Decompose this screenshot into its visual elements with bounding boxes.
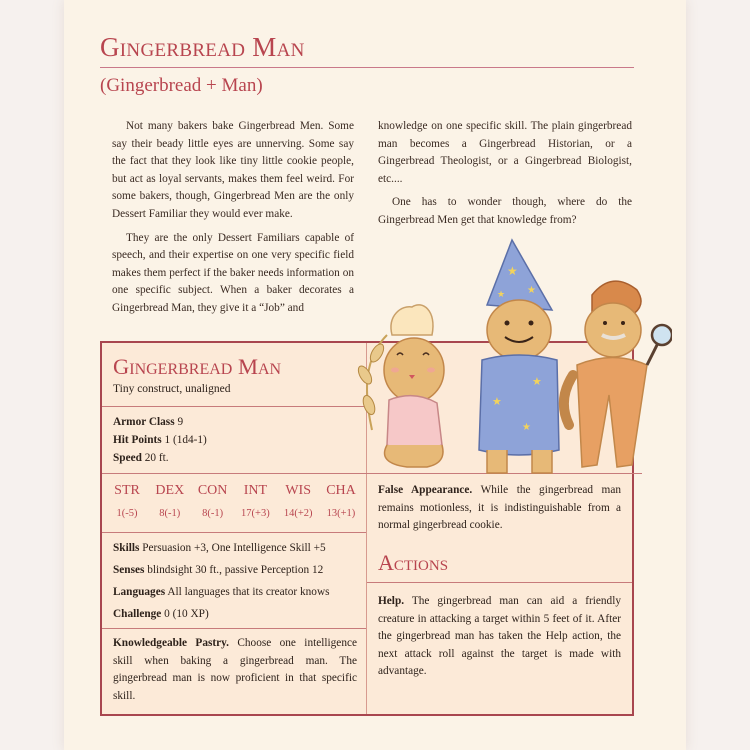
ability-wis: WIS 14(+2) [283, 483, 313, 519]
challenge-value: 0 (10 XP) [164, 608, 209, 620]
feature-text: While the gingerbread man remains motionless, it is indistinguishable from a normal gingerbread cookie. [378, 484, 622, 532]
intro-left-column [112, 118, 354, 324]
page-subtitle: (Gingerbread + Man) [100, 75, 263, 96]
armor-class-label: Armor Class [113, 416, 175, 428]
divider [102, 628, 366, 629]
divider [102, 406, 366, 407]
languages-value: All languages that its creator knows [167, 586, 330, 598]
armor-class-value: 9 [177, 416, 184, 428]
intro-paragraph: They are the only Dessert Familiars capable of speech, and their expertise on one very specific field makes them perfect if the baker needs information on one specific subject. When a baker decorates a Gingerbread Man, they give it a “Job” and [112, 231, 354, 314]
svg-text:★: ★ [497, 289, 506, 299]
actions-heading: Actions [378, 550, 449, 575]
senses-label: Senses [113, 564, 145, 576]
secondary-stats [113, 537, 330, 625]
svg-text:★: ★ [527, 285, 536, 296]
chef-cookie [384, 305, 444, 467]
action-text: The gingerbread man can aid a friendly creature in attacking a target within 5 feet of it. After the gingerbread man has taken the Help action, the next attack roll against the target is made with advantage. [378, 595, 621, 678]
hit-points-label: Hit Points [113, 434, 162, 446]
hit-points-value: 1 (1d4-1) [164, 434, 207, 446]
detective-cookie [564, 281, 672, 467]
senses-value: blindsight 30 ft., passive Perception 12 [147, 564, 324, 576]
speed-value: 20 ft. [144, 452, 169, 464]
feature-name: False Appearance. [378, 484, 473, 496]
ability-dex: DEX 8(-1) [155, 483, 185, 519]
intro-paragraph: Not many bakers bake Gingerbread Men. Some say their beady little eyes are unnerving. Some say the fact that they look like tiny little cookie people, but act as loyal servants, makes them feel weird. For some bakers, though, Gingerbread Men are the only Dessert Familiar they would ever make. [112, 120, 354, 220]
creature-type: Tiny construct, unaligned [113, 383, 231, 395]
ability-cha: CHA 13(+1) [326, 483, 356, 519]
feature-knowledgeable-pastry [113, 635, 357, 705]
speed-label: Speed [113, 452, 142, 464]
divider [102, 532, 366, 533]
ability-str: STR 1(-5) [114, 483, 140, 519]
intro-paragraph: knowledge on one specific skill. The plain gingerbread man becomes a Gingerbread Historian, or a Gingerbread Theologist, or a Gingerbread Biologist, etc.... [378, 120, 632, 185]
svg-text:★: ★ [492, 396, 502, 408]
svg-text:★: ★ [532, 376, 542, 388]
feature-name: Knowledgeable Pastry. [113, 637, 229, 649]
stat-block-left [102, 343, 367, 714]
skills-label: Skills [113, 542, 140, 554]
ability-int: INT 17(+3) [241, 483, 270, 519]
feature-false-appearance [378, 482, 621, 535]
skills-value: Persuasion +3, One Intelligence Skill +5 [142, 542, 326, 554]
gingerbread-illustration [347, 235, 672, 480]
intro-right-column [378, 118, 632, 236]
svg-text:★: ★ [522, 422, 531, 433]
challenge-label: Challenge [113, 608, 162, 620]
feature-text: Choose one intelligence skill when baking a gingerbread man. The gingerbread man is now proficient in that specific skill. [113, 637, 357, 702]
ability-scores [106, 483, 362, 519]
action-name: Help. [378, 595, 405, 607]
stat-block-title: Gingerbread Man [113, 354, 282, 379]
svg-text:★: ★ [507, 264, 518, 278]
languages-label: Languages [113, 586, 166, 598]
page-title: Gingerbread Man [100, 30, 634, 68]
wizard-cookie [479, 240, 559, 473]
intro-paragraph: One has to wonder though, where do the Gingerbread Men get that knowledge from? [378, 196, 632, 226]
divider [367, 582, 632, 583]
page [64, 0, 686, 750]
ability-con: CON 8(-1) [197, 483, 228, 519]
action-help [378, 593, 621, 681]
core-stats [113, 413, 207, 467]
